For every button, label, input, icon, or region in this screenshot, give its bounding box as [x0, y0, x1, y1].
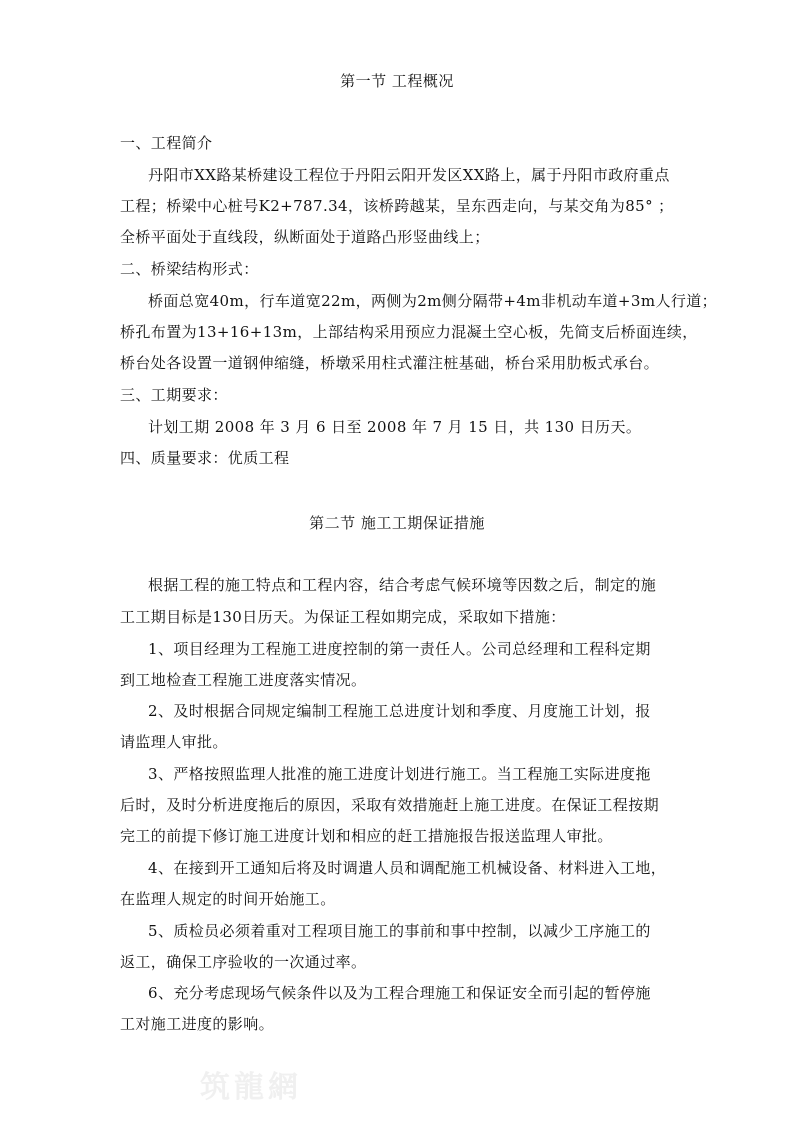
paragraph-line: 丹阳市XX路某桥建设工程位于丹阳云阳开发区XX路上，属于丹阳市政府重点	[148, 166, 670, 184]
heading-bridge-structure: 二、桥梁结构形式：	[120, 260, 259, 278]
paragraph-line: 工程；桥梁中心桩号K2+787.34，该桥跨越某，呈东西走向，与某交角为85° ；	[120, 197, 674, 215]
heading-schedule: 三、工期要求：	[120, 386, 228, 404]
measure-3-line: 3、严格按照监理人批准的施工进度计划进行施工。当工程施工实际进度拖	[148, 765, 651, 783]
measure-4-line: 在监理人规定的时间开始施工。	[120, 890, 336, 908]
measure-2-line: 2、及时根据合同规定编制工程施工总进度计划和季度、月度施工计划，报	[148, 702, 651, 720]
measure-1-line: 1、项目经理为工程施工进度控制的第一责任人。公司总经理和工程科定期	[148, 640, 651, 658]
paragraph-line: 全桥平面处于直线段，纵断面处于道路凸形竖曲线上；	[120, 228, 490, 246]
paragraph-line: 根据工程的施工特点和工程内容，结合考虑气候环境等因数之后，制定的施	[148, 576, 657, 594]
paragraph-line: 桥台处各设置一道钢伸缩缝，桥墩采用柱式灌注桩基础，桥台采用肋板式承台。	[120, 354, 660, 372]
heading-quality: 四、质量要求：优质工程	[120, 449, 290, 467]
measure-4-line: 4、在接到开工通知后将及时调遣人员和调配施工机械设备、材料进入工地，	[148, 859, 667, 877]
measure-3-line: 后时，及时分析进度拖后的原因，采取有效措施赶上施工进度。在保证工程按期	[120, 796, 660, 814]
measure-6-line: 工对施工进度的影响。	[120, 1015, 275, 1033]
section-2-title: 第二节 施工工期保证措施	[309, 514, 485, 532]
paragraph-line: 工工期目标是130日历天。为保证工程如期完成，采取如下措施：	[120, 608, 566, 626]
measure-3-line: 完工的前提下修订施工进度计划和相应的赶工措施报告报送监理人审批。	[120, 827, 613, 845]
schedule-line: 计划工期 2008 年 3 月 6 日至 2008 年 7 月 15 日，共 130 日历天。	[148, 418, 642, 436]
paragraph-line: 桥孔布置为13+16+13m，上部结构采用预应力混凝土空心板，先简支后桥面连续，	[120, 323, 698, 341]
measure-5-line: 5、质检员必须着重对工程项目施工的事前和事中控制，以减少工序施工的	[148, 922, 651, 940]
heading-project-intro: 一、工程简介	[120, 134, 213, 152]
watermark-logo: 筑龍網	[200, 1070, 302, 1105]
measure-5-line: 返工，确保工序验收的一次通过率。	[120, 953, 367, 971]
measure-6-line: 6、充分考虑现场气候条件以及为工程合理施工和保证安全而引起的暂停施	[148, 984, 651, 1002]
section-1-title: 第一节 工程概况	[340, 72, 454, 90]
measure-2-line: 请监理人审批。	[120, 733, 228, 751]
measure-1-line: 到工地检查工程施工进度落实情况。	[120, 671, 367, 689]
paragraph-line: 桥面总宽40m，行车道宽22m，两侧为2m侧分隔带+4m非机动车道+3m人行道；	[148, 292, 718, 310]
